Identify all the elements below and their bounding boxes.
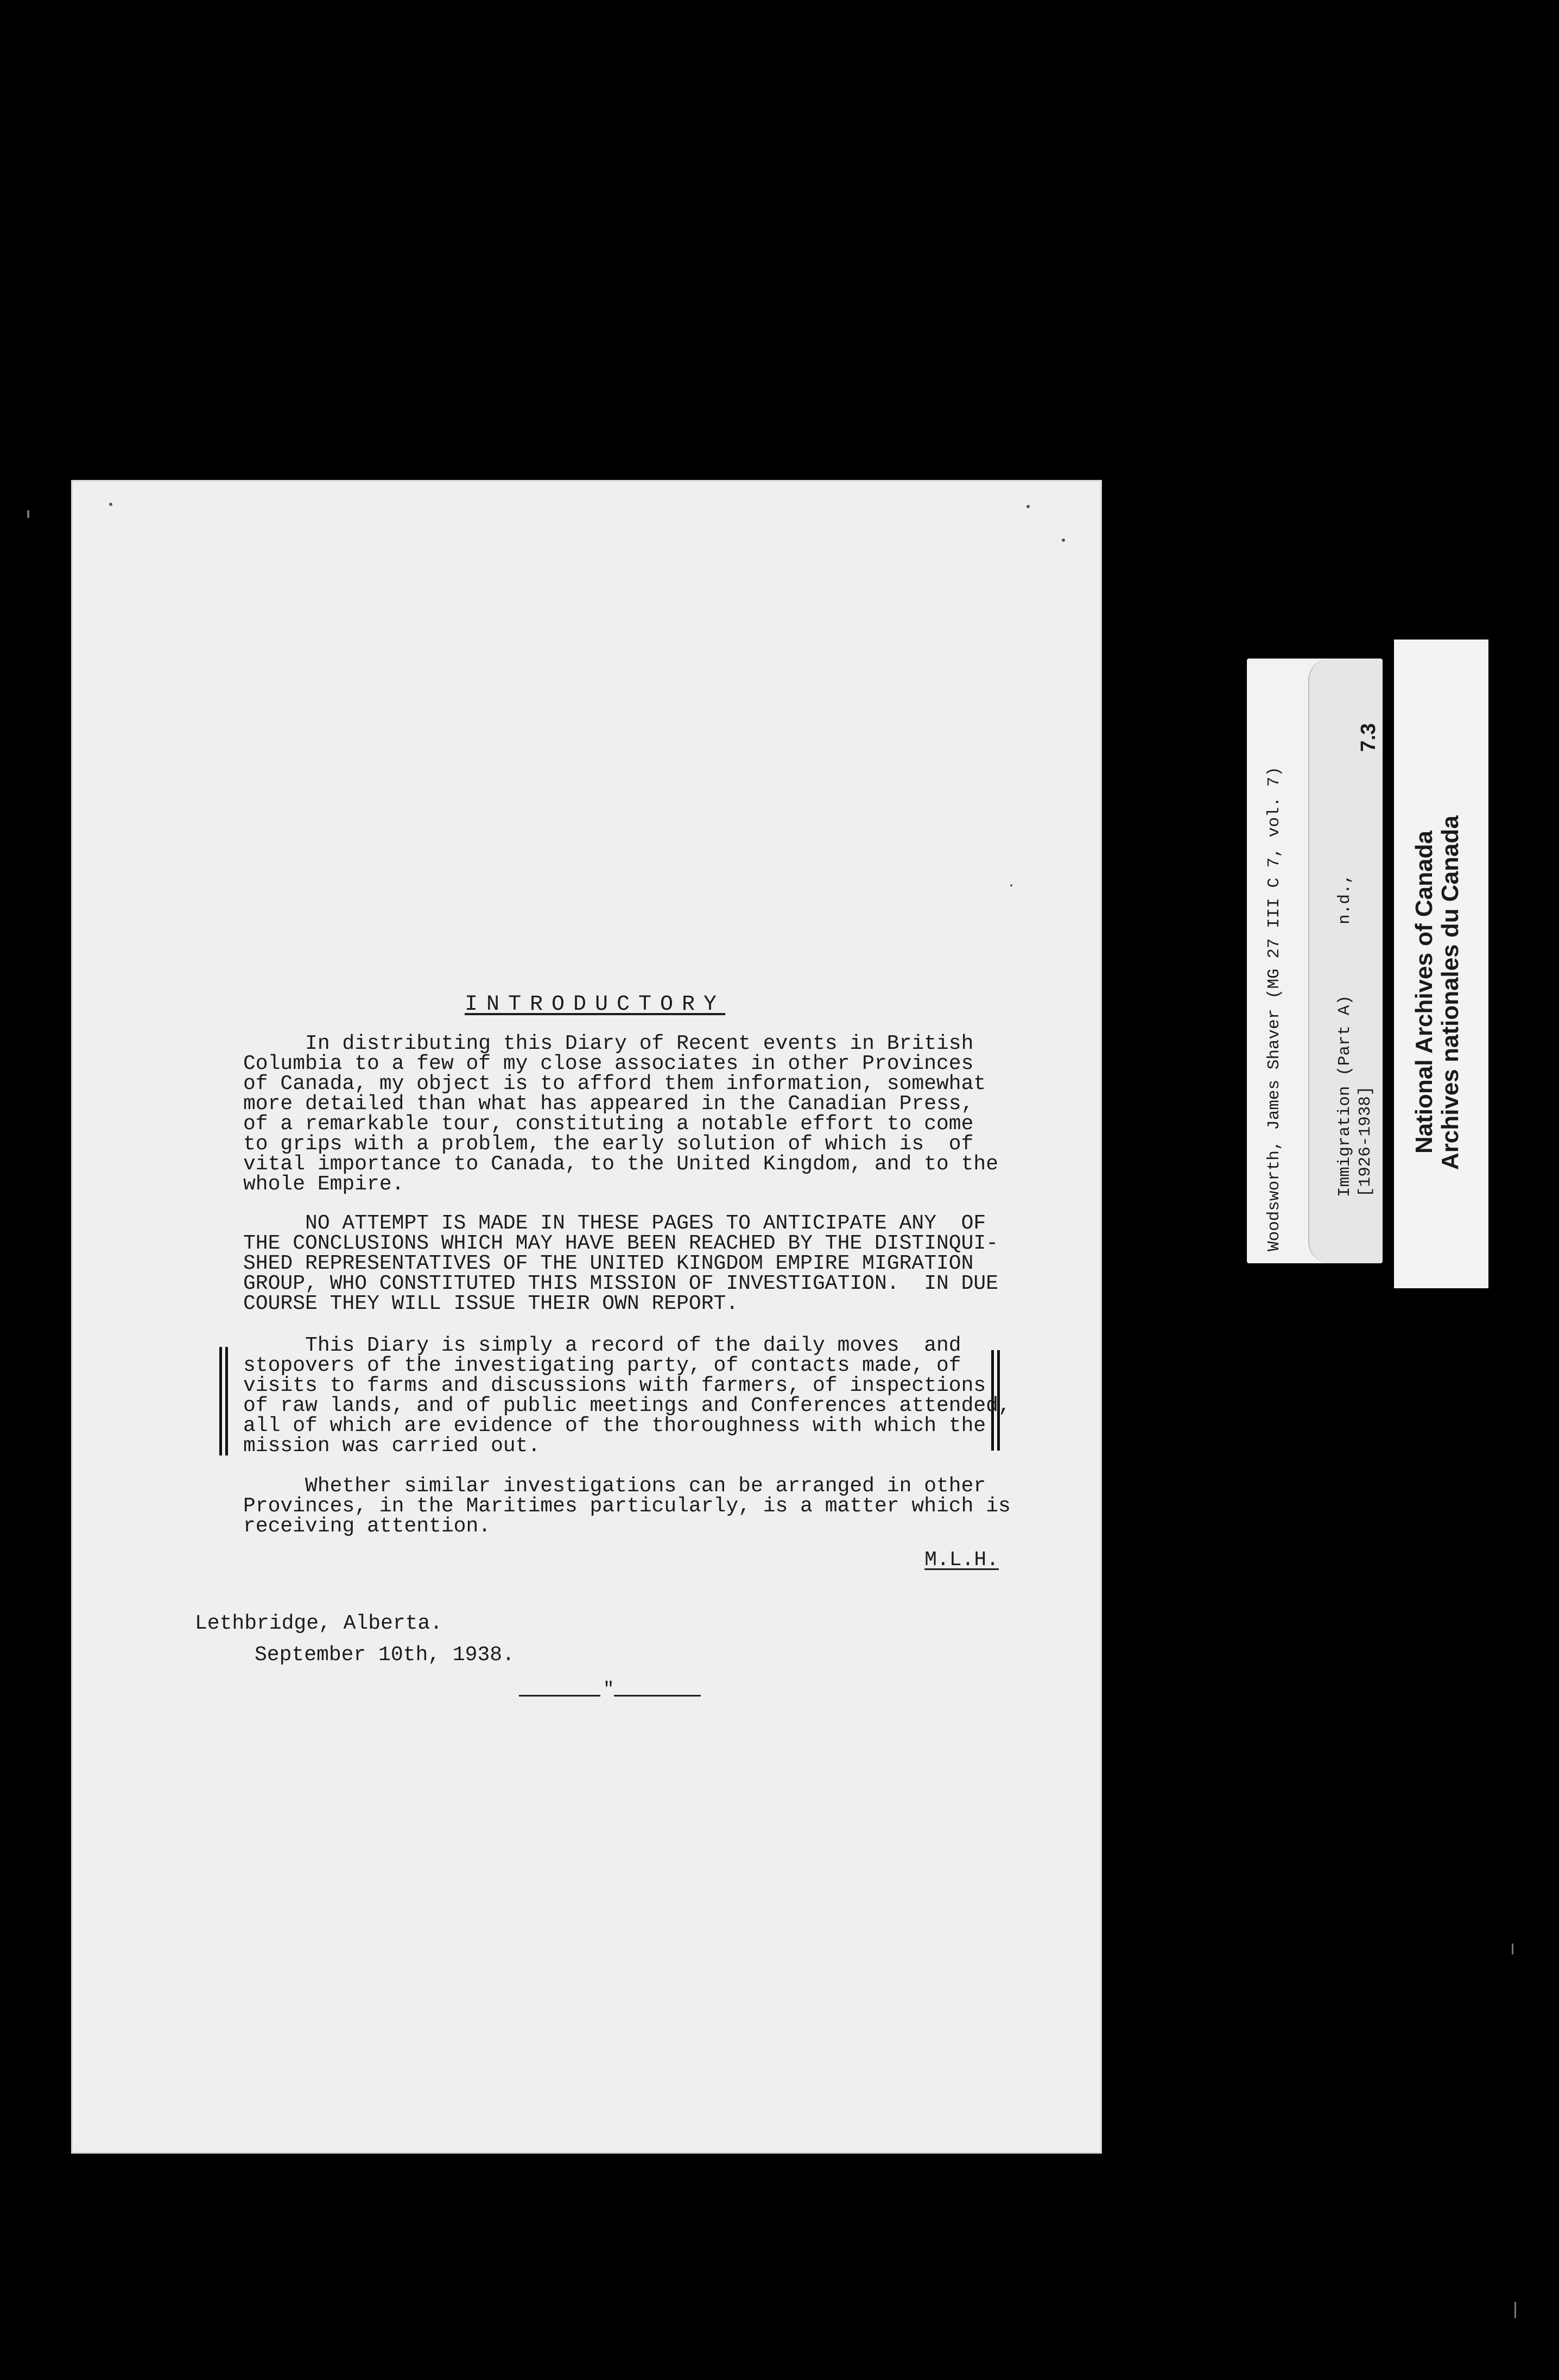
text-line: Whether similar investigations can be arranged in other: [243, 1474, 986, 1498]
text-line: Columbia to a few of my close associates in other Provinces: [243, 1052, 974, 1075]
paper-speck: [1062, 539, 1065, 542]
paragraph-diary-description: [243, 1335, 1085, 1456]
text-line: This Diary is simply a record of the daily moves and: [243, 1334, 961, 1357]
text-line: GROUP, WHO CONSTITUTED THIS MISSION OF INVESTIGATION. IN DUE: [243, 1272, 999, 1295]
text-line: COURSE THEY WILL ISSUE THEIR OWN REPORT.: [243, 1292, 739, 1315]
paragraph-future-investigations: [243, 1476, 1085, 1536]
institution-name-en: National Archives of Canada: [1411, 831, 1437, 1154]
place-line: Lethbridge, Alberta.: [195, 1612, 443, 1635]
paper-speck: [1026, 505, 1030, 508]
file-dates: [1926-1938]: [1356, 1086, 1375, 1197]
paper-speck: [1010, 884, 1012, 887]
scan-artifact: [1512, 1944, 1513, 1954]
text-line: In distributing this Diary of Recent events in British: [243, 1032, 974, 1055]
closing-rule-left: [519, 1695, 600, 1697]
fonds-reference: Woodsworth, James Shaver (MG 27 III C 7, vol. 7): [1265, 767, 1284, 1251]
text-line: whole Empire.: [243, 1173, 404, 1196]
text-line: Provinces, in the Maritimes particularly, is a matter which is: [243, 1495, 1011, 1518]
text-line: visits to farms and discussions with farmers, of inspections: [243, 1374, 986, 1397]
document-heading: INTRODUCTORY: [465, 992, 726, 1017]
paragraph-disclaimer: [243, 1213, 1085, 1314]
paper-speck: [109, 503, 112, 506]
text-line: mission was carried out.: [243, 1434, 541, 1458]
author-initials: M.L.H.: [924, 1548, 999, 1572]
text-line: vital importance to Canada, to the United Kingdom, and to the: [243, 1153, 999, 1176]
file-number: 7.3: [1357, 723, 1380, 752]
text-line: to grips with a problem, the early solution of which is of: [243, 1132, 974, 1156]
file-title: Immigration (Part A) n.d.,: [1335, 873, 1354, 1197]
institution-name-fr: Archives nationales du Canada: [1437, 815, 1463, 1170]
text-line: more detailed than what has appeared in the Canadian Press,: [243, 1092, 974, 1116]
document-page: [71, 480, 1102, 2154]
text-line: SHED REPRESENTATIVES OF THE UNITED KINGDOM EMPIRE MIGRATION: [243, 1252, 974, 1275]
date-line: September 10th, 1938.: [255, 1643, 515, 1667]
scan-artifact: [1514, 2302, 1516, 2318]
text-line: THE CONCLUSIONS WHICH MAY HAVE BEEN REACHED BY THE DISTINQUI-: [243, 1232, 999, 1255]
closing-mark: ": [603, 1680, 614, 1700]
text-line: receiving attention.: [243, 1515, 491, 1538]
scan-artifact: [27, 510, 29, 518]
margin-mark-left: [219, 1347, 228, 1455]
paragraph-intro: [243, 1034, 1085, 1194]
text-line: of raw lands, and of public meetings and Conferences attended,: [243, 1394, 1011, 1417]
text-line: NO ATTEMPT IS MADE IN THESE PAGES TO ANTICIPATE ANY OF: [243, 1212, 986, 1235]
text-line: all of which are evidence of the thoroughness with which the: [243, 1414, 986, 1438]
closing-rule-right: [614, 1695, 701, 1697]
text-line: stopovers of the investigating party, of contacts made, of: [243, 1354, 961, 1377]
text-line: of a remarkable tour, constituting a notable effort to come: [243, 1112, 974, 1136]
text-line: of Canada, my object is to afford them information, somewhat: [243, 1072, 986, 1096]
